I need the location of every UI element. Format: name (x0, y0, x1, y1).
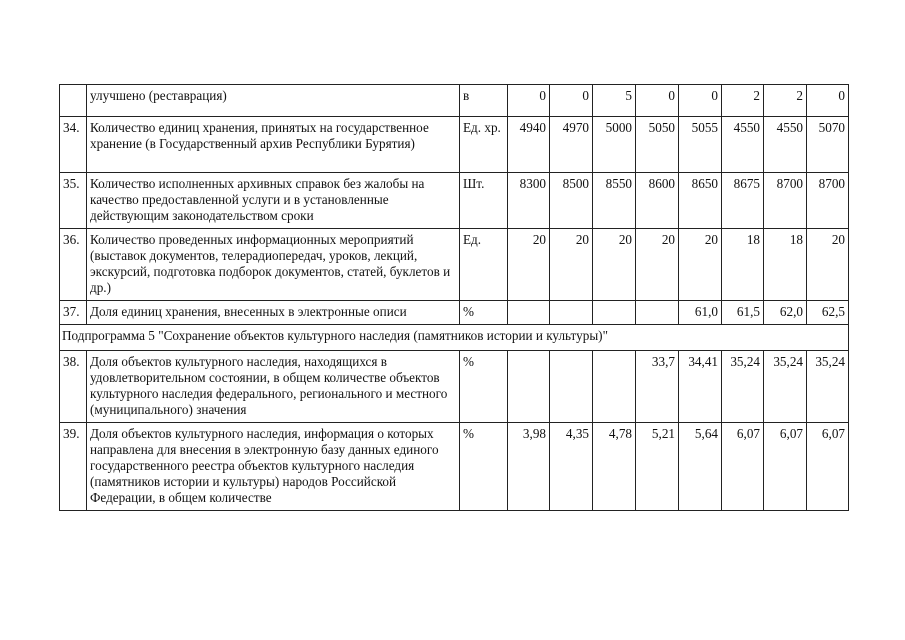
value-cell: 18 (764, 229, 807, 301)
value-cell: 0 (550, 85, 593, 117)
value-cell: 18 (722, 229, 764, 301)
value-cell: 20 (593, 229, 636, 301)
value-cell: 35,24 (807, 351, 849, 423)
table-row (60, 423, 849, 511)
value-cell: 5000 (593, 117, 636, 173)
indicator-name: улучшено (реставрация) (87, 85, 460, 117)
row-number: 37. (60, 301, 87, 325)
value-cell: 35,24 (764, 351, 807, 423)
unit-cell: % (460, 423, 508, 511)
value-cell: 4550 (764, 117, 807, 173)
value-cell: 61,0 (679, 301, 722, 325)
value-cell (593, 351, 636, 423)
value-cell: 8550 (593, 173, 636, 229)
value-cell: 0 (679, 85, 722, 117)
value-cell: 62,5 (807, 301, 849, 325)
indicator-name: Доля объектов культурного наследия, информация о которых направлена для внесения в электронную базу данных единого государственного реестра объектов культурного наследия (памятников истории и культуры) народов Российской Федерации, в общем количестве (87, 423, 460, 511)
indicators-table (59, 84, 849, 511)
indicator-name: Доля объектов культурного наследия, находящихся в удовлетворительном состоянии, в общем количестве объектов культурного наследия федерального, регионального и местного (муниципального) значения (87, 351, 460, 423)
table-row (60, 85, 849, 117)
value-cell: 8700 (764, 173, 807, 229)
unit-cell: % (460, 301, 508, 325)
row-number: 36. (60, 229, 87, 301)
table-row (60, 229, 849, 301)
value-cell: 3,98 (508, 423, 550, 511)
value-cell: 5 (593, 85, 636, 117)
indicator-name: Количество исполненных архивных справок без жалобы на качество предоставленной услуги и в установленные действующим законодательством сроки (87, 173, 460, 229)
value-cell: 8600 (636, 173, 679, 229)
indicator-name: Количество проведенных информационных мероприятий (выставок документов, телерадиопередач, уроков, лекций, экскурсий, подготовка подборок документов, статей, буклетов и др.) (87, 229, 460, 301)
value-cell: 4970 (550, 117, 593, 173)
value-cell: 8675 (722, 173, 764, 229)
row-number: 34. (60, 117, 87, 173)
unit-cell: Ед. (460, 229, 508, 301)
value-cell: 8300 (508, 173, 550, 229)
value-cell: 4550 (722, 117, 764, 173)
value-cell: 0 (508, 85, 550, 117)
unit-cell: % (460, 351, 508, 423)
value-cell: 33,7 (636, 351, 679, 423)
row-number: 35. (60, 173, 87, 229)
value-cell: 62,0 (764, 301, 807, 325)
value-cell: 2 (722, 85, 764, 117)
value-cell: 2 (764, 85, 807, 117)
value-cell: 0 (807, 85, 849, 117)
table-row (60, 301, 849, 325)
value-cell (550, 301, 593, 325)
value-cell: 4,35 (550, 423, 593, 511)
value-cell: 5070 (807, 117, 849, 173)
unit-cell: в (460, 85, 508, 117)
value-cell: 5050 (636, 117, 679, 173)
value-cell: 20 (508, 229, 550, 301)
value-cell (636, 301, 679, 325)
indicator-name: Доля единиц хранения, внесенных в электронные описи (87, 301, 460, 325)
subprogram-row (60, 325, 849, 351)
row-number: 38. (60, 351, 87, 423)
value-cell: 5,64 (679, 423, 722, 511)
value-cell: 4940 (508, 117, 550, 173)
value-cell: 20 (550, 229, 593, 301)
subprogram-heading: Подпрограмма 5 "Сохранение объектов культурного наследия (памятников истории и культуры)" (60, 325, 849, 351)
unit-cell: Ед. хр. (460, 117, 508, 173)
unit-cell: Шт. (460, 173, 508, 229)
value-cell (593, 301, 636, 325)
value-cell (550, 351, 593, 423)
value-cell: 20 (807, 229, 849, 301)
table-row (60, 351, 849, 423)
value-cell: 6,07 (764, 423, 807, 511)
indicator-name: Количество единиц хранения, принятых на государственное хранение (в Государственный архив Республики Бурятия) (87, 117, 460, 173)
value-cell: 6,07 (807, 423, 849, 511)
value-cell: 5055 (679, 117, 722, 173)
value-cell: 4,78 (593, 423, 636, 511)
value-cell: 6,07 (722, 423, 764, 511)
value-cell: 5,21 (636, 423, 679, 511)
value-cell: 35,24 (722, 351, 764, 423)
value-cell: 8500 (550, 173, 593, 229)
table-row (60, 117, 849, 173)
table-row (60, 173, 849, 229)
row-number (60, 85, 87, 117)
value-cell (508, 301, 550, 325)
value-cell: 20 (636, 229, 679, 301)
value-cell: 8650 (679, 173, 722, 229)
value-cell: 61,5 (722, 301, 764, 325)
row-number: 39. (60, 423, 87, 511)
value-cell (508, 351, 550, 423)
value-cell: 8700 (807, 173, 849, 229)
value-cell: 20 (679, 229, 722, 301)
value-cell: 34,41 (679, 351, 722, 423)
value-cell: 0 (636, 85, 679, 117)
